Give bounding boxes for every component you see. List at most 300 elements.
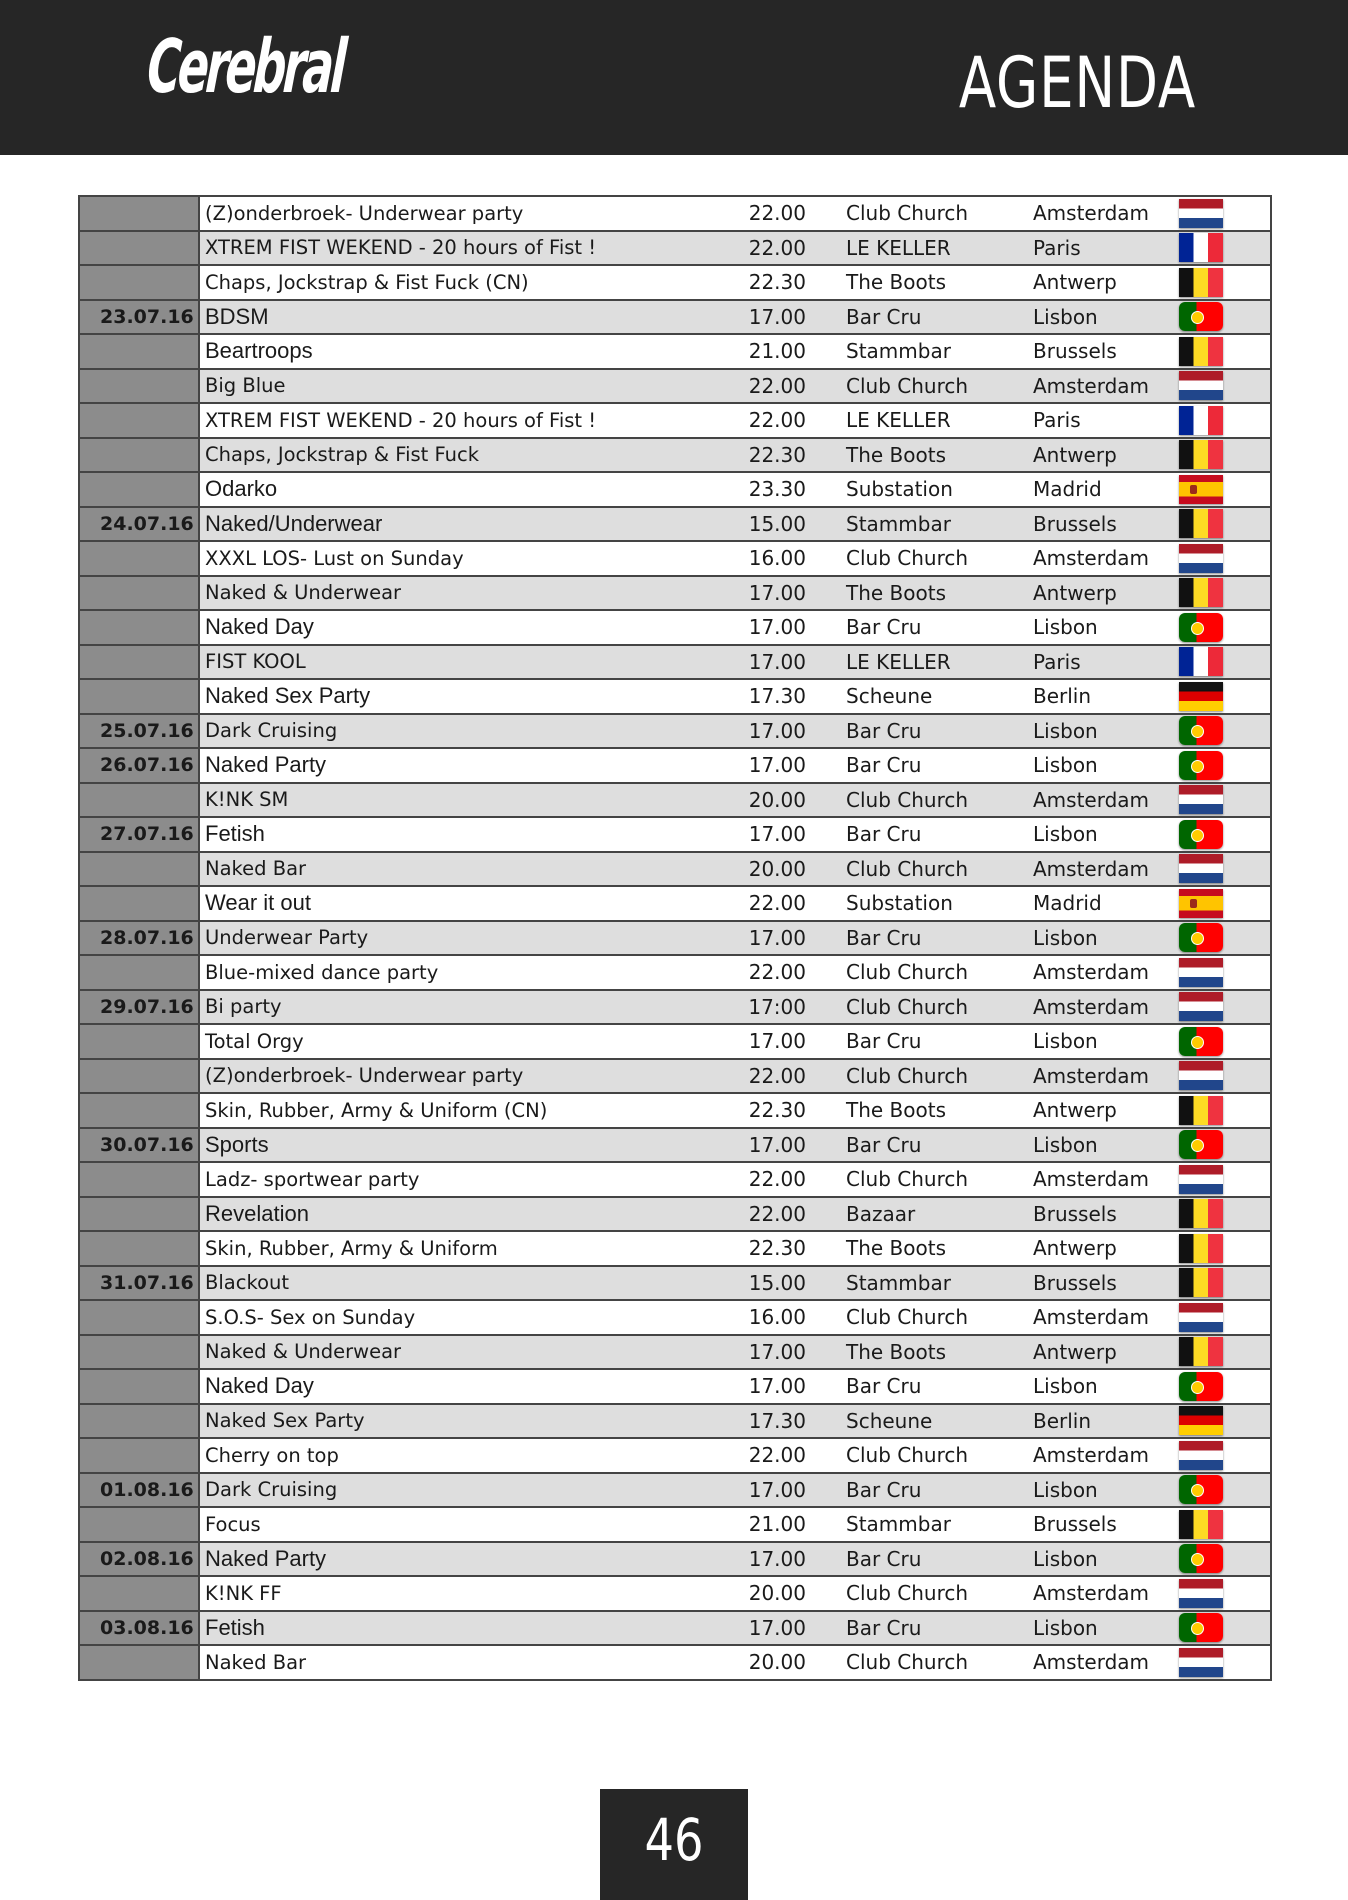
city-cell: Antwerp [1019, 1093, 1169, 1128]
flag-cell [1169, 645, 1271, 680]
nl-flag-icon [1179, 1579, 1223, 1608]
flag-cell [1169, 1197, 1271, 1232]
time-cell: 17.30 [664, 679, 834, 714]
date-cell: 27.07.16 [79, 817, 199, 852]
table-row [79, 1542, 1271, 1577]
page-title: AGENDA [958, 42, 1196, 124]
city-cell: Amsterdam [1019, 990, 1169, 1025]
table-row [79, 817, 1271, 852]
be-flag-icon [1179, 337, 1223, 366]
date-cell [79, 679, 199, 714]
table-row [79, 1093, 1271, 1128]
time-cell: 17.00 [664, 1335, 834, 1370]
venue-cell: The Boots [834, 438, 1019, 473]
city-cell: Madrid [1019, 472, 1169, 507]
time-cell: 17.00 [664, 921, 834, 956]
time-cell: 22.00 [664, 1162, 834, 1197]
venue-cell: Bar Cru [834, 1024, 1019, 1059]
venue-cell: Club Church [834, 1576, 1019, 1611]
fr-flag-icon [1179, 647, 1223, 676]
be-flag-icon [1179, 440, 1223, 469]
date-cell [79, 541, 199, 576]
table-row [79, 955, 1271, 990]
brand-logo: Cerebral [144, 24, 347, 110]
event-name-cell: Beartroops [199, 334, 664, 369]
pt-flag-icon [1179, 923, 1223, 952]
flag-cell [1169, 1128, 1271, 1163]
table-row [79, 1611, 1271, 1646]
venue-cell: Club Church [834, 955, 1019, 990]
date-cell [79, 1335, 199, 1370]
event-name-cell: K!NK FF [199, 1576, 664, 1611]
time-cell: 22.30 [664, 1093, 834, 1128]
es-flag-icon [1179, 475, 1223, 504]
city-cell: Brussels [1019, 507, 1169, 542]
venue-cell: Bar Cru [834, 1128, 1019, 1163]
time-cell: 22.00 [664, 196, 834, 231]
page-header [0, 0, 1348, 155]
city-cell: Antwerp [1019, 576, 1169, 611]
event-name-cell: Naked Sex Party [199, 679, 664, 714]
table-row [79, 1162, 1271, 1197]
flag-cell [1169, 334, 1271, 369]
flag-cell [1169, 507, 1271, 542]
city-cell: Amsterdam [1019, 1438, 1169, 1473]
be-flag-icon [1179, 1234, 1223, 1263]
table-row [79, 1024, 1271, 1059]
flag-cell [1169, 1162, 1271, 1197]
time-cell: 21.00 [664, 1507, 834, 1542]
event-name-cell: Naked & Underwear [199, 1335, 664, 1370]
table-row [79, 886, 1271, 921]
flag-cell [1169, 783, 1271, 818]
event-name-cell: Naked & Underwear [199, 576, 664, 611]
table-row [79, 645, 1271, 680]
venue-cell: Club Church [834, 1059, 1019, 1094]
date-cell [79, 1404, 199, 1439]
table-row [79, 541, 1271, 576]
time-cell: 22.00 [664, 955, 834, 990]
be-flag-icon [1179, 509, 1223, 538]
time-cell: 23.30 [664, 472, 834, 507]
table-row [79, 1335, 1271, 1370]
time-cell: 17.00 [664, 1542, 834, 1577]
date-cell [79, 1300, 199, 1335]
venue-cell: Bar Cru [834, 921, 1019, 956]
date-cell [79, 1024, 199, 1059]
event-name-cell: Dark Cruising [199, 714, 664, 749]
city-cell: Antwerp [1019, 265, 1169, 300]
city-cell: Amsterdam [1019, 1300, 1169, 1335]
event-name-cell: Bi party [199, 990, 664, 1025]
time-cell: 17.00 [664, 1473, 834, 1508]
flag-cell [1169, 1576, 1271, 1611]
event-name-cell: S.O.S- Sex on Sunday [199, 1300, 664, 1335]
flag-cell [1169, 1542, 1271, 1577]
table-row [79, 679, 1271, 714]
table-row [79, 1473, 1271, 1508]
venue-cell: LE KELLER [834, 231, 1019, 266]
table-row [79, 196, 1271, 231]
be-flag-icon [1179, 268, 1223, 297]
venue-cell: Substation [834, 472, 1019, 507]
time-cell: 15.00 [664, 507, 834, 542]
venue-cell: Bar Cru [834, 748, 1019, 783]
city-cell: Amsterdam [1019, 1059, 1169, 1094]
pt-flag-icon [1179, 820, 1223, 849]
city-cell: Brussels [1019, 1266, 1169, 1301]
flag-cell [1169, 265, 1271, 300]
date-cell [79, 576, 199, 611]
table-row [79, 265, 1271, 300]
venue-cell: Stammbar [834, 334, 1019, 369]
event-name-cell: Naked Day [199, 610, 664, 645]
time-cell: 17.00 [664, 610, 834, 645]
venue-cell: Substation [834, 886, 1019, 921]
time-cell: 17.00 [664, 1369, 834, 1404]
event-name-cell: Wear it out [199, 886, 664, 921]
time-cell: 22.00 [664, 1438, 834, 1473]
flag-cell [1169, 576, 1271, 611]
date-cell: 01.08.16 [79, 1473, 199, 1508]
venue-cell: Club Church [834, 369, 1019, 404]
agenda-table [78, 195, 1272, 1681]
table-row [79, 576, 1271, 611]
time-cell: 20.00 [748, 1650, 806, 1675]
venue-cell: Scheune [834, 679, 1019, 714]
venue-cell: LE KELLER [834, 403, 1019, 438]
date-cell [79, 1093, 199, 1128]
city-cell: Antwerp [1019, 1335, 1169, 1370]
table-row [79, 1438, 1271, 1473]
event-name-cell: Blue-mixed dance party [199, 955, 664, 990]
city-cell: Lisbon [1019, 1369, 1169, 1404]
date-cell [79, 196, 199, 231]
flag-cell [1169, 921, 1271, 956]
date-cell [79, 1059, 199, 1094]
date-cell [79, 369, 199, 404]
venue-cell: Club Church [834, 783, 1019, 818]
nl-flag-icon [1179, 371, 1223, 400]
time-cell: 17:00 [664, 990, 834, 1025]
venue-cell: Stammbar [834, 507, 1019, 542]
time-cell: 17.00 [664, 748, 834, 783]
pt-flag-icon [1179, 751, 1223, 780]
date-cell [79, 472, 199, 507]
event-name-cell: K!NK SM [199, 783, 664, 818]
flag-cell [1169, 955, 1271, 990]
be-flag-icon [1179, 1096, 1223, 1125]
date-cell: 29.07.16 [79, 990, 199, 1025]
date-cell [79, 403, 199, 438]
city-cell: Amsterdam [1019, 541, 1169, 576]
nl-flag-icon [1179, 199, 1223, 228]
venue-cell: Bar Cru [834, 1473, 1019, 1508]
venue-cell: The Boots [834, 265, 1019, 300]
table-row [79, 852, 1271, 887]
event-name-cell: Blackout [199, 1266, 664, 1301]
time-cell: 22.00 [664, 403, 834, 438]
city-cell: Lisbon [1019, 748, 1169, 783]
event-name-cell: Focus [199, 1507, 664, 1542]
date-cell [79, 783, 199, 818]
nl-flag-icon [1179, 1165, 1223, 1194]
date-cell [79, 1197, 199, 1232]
city-cell: Amsterdam [1019, 196, 1169, 231]
city-cell: Brussels [1019, 334, 1169, 369]
city-cell: Antwerp [1019, 1231, 1169, 1266]
flag-cell [1169, 231, 1271, 266]
pt-flag-icon [1179, 1544, 1223, 1573]
venue-cell: Stammbar [834, 1266, 1019, 1301]
event-name-cell: (Z)onderbroek- Underwear party [199, 196, 664, 231]
flag-cell [1169, 748, 1271, 783]
event-name-cell: Naked Bar [199, 852, 664, 887]
time-cell: 21.00 [664, 334, 834, 369]
time-cell: 20.00 [664, 1576, 834, 1611]
city-cell: Antwerp [1019, 438, 1169, 473]
date-cell [79, 1162, 199, 1197]
city-cell: Amsterdam [1033, 1650, 1150, 1675]
city-cell: Brussels [1019, 1197, 1169, 1232]
event-name-cell: Sports [199, 1128, 664, 1163]
city-cell: Amsterdam [1019, 1576, 1169, 1611]
time-cell: 17.00 [664, 1128, 834, 1163]
pt-flag-icon [1179, 1475, 1223, 1504]
city-cell: Paris [1019, 231, 1169, 266]
pt-flag-icon [1179, 1613, 1223, 1642]
venue-cell: Scheune [834, 1404, 1019, 1439]
city-cell: Lisbon [1019, 1128, 1169, 1163]
venue-cell: Bazaar [834, 1197, 1019, 1232]
time-cell: 22.00 [664, 231, 834, 266]
date-cell [79, 1231, 199, 1266]
nl-flag-icon [1179, 544, 1223, 573]
city-cell: Paris [1019, 403, 1169, 438]
flag-cell [1169, 472, 1271, 507]
nl-flag-icon [1179, 1441, 1223, 1470]
city-cell: Berlin [1019, 679, 1169, 714]
table-row [79, 472, 1271, 507]
event-name-cell: XXXL LOS- Lust on Sunday [199, 541, 664, 576]
event-name-cell: Naked Sex Party [199, 1404, 664, 1439]
fr-flag-icon [1179, 406, 1223, 435]
time-cell: 17.00 [664, 1024, 834, 1059]
de-flag-icon [1179, 1406, 1223, 1435]
time-cell: 22.30 [664, 1231, 834, 1266]
be-flag-icon [1179, 578, 1223, 607]
table-row [79, 748, 1271, 783]
table-row [79, 990, 1271, 1025]
flag-cell [1169, 403, 1271, 438]
event-name-cell: Big Blue [199, 369, 664, 404]
table-row [79, 1128, 1271, 1163]
city-cell: Amsterdam [1019, 1162, 1169, 1197]
city-cell: Lisbon [1019, 714, 1169, 749]
pt-flag-icon [1179, 716, 1223, 745]
flag-cell [1169, 300, 1271, 335]
venue-cell: The Boots [834, 1093, 1019, 1128]
table-row [79, 1197, 1271, 1232]
city-cell: Lisbon [1019, 1611, 1169, 1646]
nl-flag-icon [1179, 958, 1223, 987]
city-cell: Brussels [1019, 1507, 1169, 1542]
event-name-cell: Underwear Party [199, 921, 664, 956]
date-cell: 25.07.16 [79, 714, 199, 749]
be-flag-icon [1179, 1199, 1223, 1228]
table-row [79, 438, 1271, 473]
table-row [79, 1231, 1271, 1266]
city-cell: Amsterdam [1019, 852, 1169, 887]
es-flag-icon [1179, 889, 1223, 918]
table-row [79, 714, 1271, 749]
venue-cell: Bar Cru [834, 1369, 1019, 1404]
event-name-cell: Naked Party [199, 1542, 664, 1577]
flag-cell [1169, 369, 1271, 404]
event-name-cell: BDSM [199, 300, 664, 335]
nl-flag-icon [1179, 992, 1223, 1021]
table-row [79, 1645, 1271, 1680]
date-cell [79, 265, 199, 300]
venue-cell: Club Church [834, 196, 1019, 231]
venue-cell: Bar Cru [834, 610, 1019, 645]
event-name-cell: Cherry on top [199, 1438, 664, 1473]
pt-flag-icon [1179, 613, 1223, 642]
venue-cell: The Boots [834, 1231, 1019, 1266]
event-name-cell: Odarko [199, 472, 664, 507]
event-name-cell: (Z)onderbroek- Underwear party [199, 1059, 664, 1094]
event-name-cell: Skin, Rubber, Army & Uniform [199, 1231, 664, 1266]
city-cell: Amsterdam [1019, 783, 1169, 818]
agenda-body [79, 196, 1271, 1680]
flag-cell [1169, 886, 1271, 921]
date-cell [79, 1438, 199, 1473]
table-row [79, 1266, 1271, 1301]
time-cell: 17.00 [664, 817, 834, 852]
time-cell: 22.30 [664, 265, 834, 300]
fr-flag-icon [1179, 233, 1223, 262]
nl-flag-icon [1179, 785, 1223, 814]
date-cell [79, 1369, 199, 1404]
time-cell: 15.00 [664, 1266, 834, 1301]
time-cell: 20.00 [664, 852, 834, 887]
event-name-cell: Naked Bar [205, 1650, 307, 1674]
time-cell: 16.00 [664, 1300, 834, 1335]
date-cell [79, 231, 199, 266]
city-cell: Paris [1019, 645, 1169, 680]
table-row [79, 1576, 1271, 1611]
date-cell: 31.07.16 [79, 1266, 199, 1301]
table-row [79, 334, 1271, 369]
time-cell: 17.00 [664, 645, 834, 680]
city-cell: Madrid [1019, 886, 1169, 921]
flag-cell [1169, 1266, 1271, 1301]
date-cell [79, 645, 199, 680]
venue-cell: Club Church [834, 541, 1019, 576]
event-name-cell: Total Orgy [199, 1024, 664, 1059]
be-flag-icon [1179, 1510, 1223, 1539]
pt-flag-icon [1179, 1130, 1223, 1159]
flag-cell [1169, 1611, 1271, 1646]
flag-cell [1169, 1231, 1271, 1266]
time-cell: 17.00 [664, 714, 834, 749]
flag-cell [1169, 1300, 1271, 1335]
flag-cell [1169, 1024, 1271, 1059]
time-cell: 16.00 [664, 541, 834, 576]
table-row [79, 1300, 1271, 1335]
flag-cell [1169, 990, 1271, 1025]
time-cell: 22.00 [664, 1197, 834, 1232]
date-cell [79, 1645, 199, 1680]
page-number: 46 [644, 1806, 704, 1874]
venue-cell: The Boots [834, 1335, 1019, 1370]
event-name-cell: FIST KOOL [199, 645, 664, 680]
nl-flag-icon [1179, 1303, 1223, 1332]
time-cell: 17.00 [664, 1611, 834, 1646]
nl-flag-icon [1179, 1061, 1223, 1090]
table-row [79, 1507, 1271, 1542]
venue-cell: Club Church [834, 990, 1019, 1025]
table-row [79, 1404, 1271, 1439]
table-row [79, 507, 1271, 542]
date-cell: 30.07.16 [79, 1128, 199, 1163]
venue-cell: Club Church [834, 852, 1019, 887]
city-cell: Lisbon [1019, 300, 1169, 335]
flag-cell [1169, 1645, 1271, 1680]
pt-flag-icon [1179, 302, 1223, 331]
venue-cell: Bar Cru [834, 817, 1019, 852]
time-cell: 22.00 [664, 1059, 834, 1094]
event-name-cell: Ladz- sportwear party [199, 1162, 664, 1197]
flag-cell [1169, 1059, 1271, 1094]
venue-cell: Stammbar [834, 1507, 1019, 1542]
flag-cell [1169, 541, 1271, 576]
date-cell [79, 955, 199, 990]
city-cell: Lisbon [1019, 1542, 1169, 1577]
date-cell [79, 334, 199, 369]
date-cell: 23.07.16 [79, 300, 199, 335]
time-cell: 20.00 [664, 783, 834, 818]
city-cell: Lisbon [1019, 921, 1169, 956]
city-cell: Lisbon [1019, 1473, 1169, 1508]
date-cell [79, 610, 199, 645]
event-name-cell: XTREM FIST WEKEND - 20 hours of Fist ! [199, 231, 664, 266]
venue-cell: The Boots [834, 576, 1019, 611]
date-cell [79, 886, 199, 921]
city-cell: Lisbon [1019, 817, 1169, 852]
flag-cell [1169, 1369, 1271, 1404]
venue-cell: Club Church [834, 1438, 1019, 1473]
date-cell [79, 1507, 199, 1542]
pt-flag-icon [1179, 1027, 1223, 1056]
date-cell: 24.07.16 [79, 507, 199, 542]
event-name-cell: XTREM FIST WEKEND - 20 hours of Fist ! [199, 403, 664, 438]
pt-flag-icon [1179, 1372, 1223, 1401]
be-flag-icon [1179, 1268, 1223, 1297]
venue-cell: LE KELLER [834, 645, 1019, 680]
date-cell: 02.08.16 [79, 1542, 199, 1577]
table-row [79, 403, 1271, 438]
event-name-cell: Skin, Rubber, Army & Uniform (CN) [199, 1093, 664, 1128]
flag-cell [1169, 196, 1271, 231]
de-flag-icon [1179, 682, 1223, 711]
time-cell: 22.00 [664, 886, 834, 921]
city-cell: Lisbon [1019, 610, 1169, 645]
date-cell: 28.07.16 [79, 921, 199, 956]
event-name-cell: Chaps, Jockstrap & Fist Fuck (CN) [199, 265, 664, 300]
table-row [79, 369, 1271, 404]
table-row [79, 921, 1271, 956]
